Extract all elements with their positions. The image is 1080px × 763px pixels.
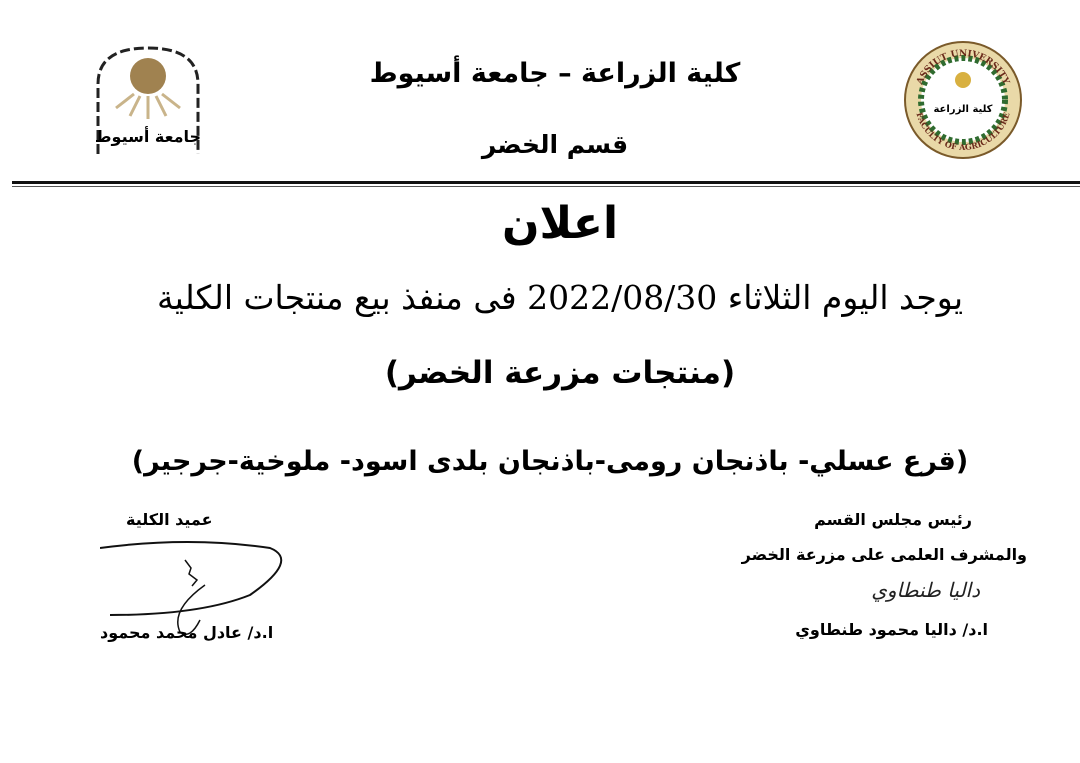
dean-signature — [100, 540, 300, 635]
department-head-name: ا.د/ داليا محمود طنطاوي — [795, 620, 988, 639]
svg-text:جامعة أسيوط: جامعة أسيوط — [94, 127, 202, 146]
products-list: (قرع عسلي- باذنجان رومى-باذنجان بلدى اسود- ملوخية-جرجير) — [131, 446, 969, 477]
svg-text:كلية الزراعة: كلية الزراعة — [933, 104, 993, 115]
svg-text:FACULTY OF AGRICULTURE: FACULTY OF AGRICULTURE — [914, 111, 1012, 153]
header-divider — [12, 181, 1080, 184]
department-head-title: رئيس مجلس القسم — [814, 510, 972, 529]
faculty-of-agriculture-seal — [903, 40, 1023, 160]
assiut-university-logo — [92, 44, 204, 156]
header-divider-thin — [12, 186, 1080, 187]
announcement-line-1: يوجد اليوم الثلاثاء 2022/08/30 فى منفذ بيع منتجات الكلية — [156, 278, 964, 317]
handwritten-signature-right: داليا طنطاوي — [871, 578, 980, 602]
announcement-title: اعلان — [501, 198, 619, 249]
farm-supervisor-title: والمشرف العلمى على مزرعة الخضر — [741, 545, 1027, 564]
dean-name: ا.د/ عادل محمد محمود — [100, 623, 274, 642]
announcement-line-2: (منتجات مزرعة الخضر) — [384, 355, 736, 391]
svg-text:ASSIUT UNIVERSITY: ASSIUT UNIVERSITY — [915, 48, 1011, 87]
department-heading: قسم الخضر — [481, 130, 629, 159]
dean-title: عميد الكلية — [126, 510, 213, 529]
faculty-heading: كلية الزراعة – جامعة أسيوط — [369, 58, 741, 89]
